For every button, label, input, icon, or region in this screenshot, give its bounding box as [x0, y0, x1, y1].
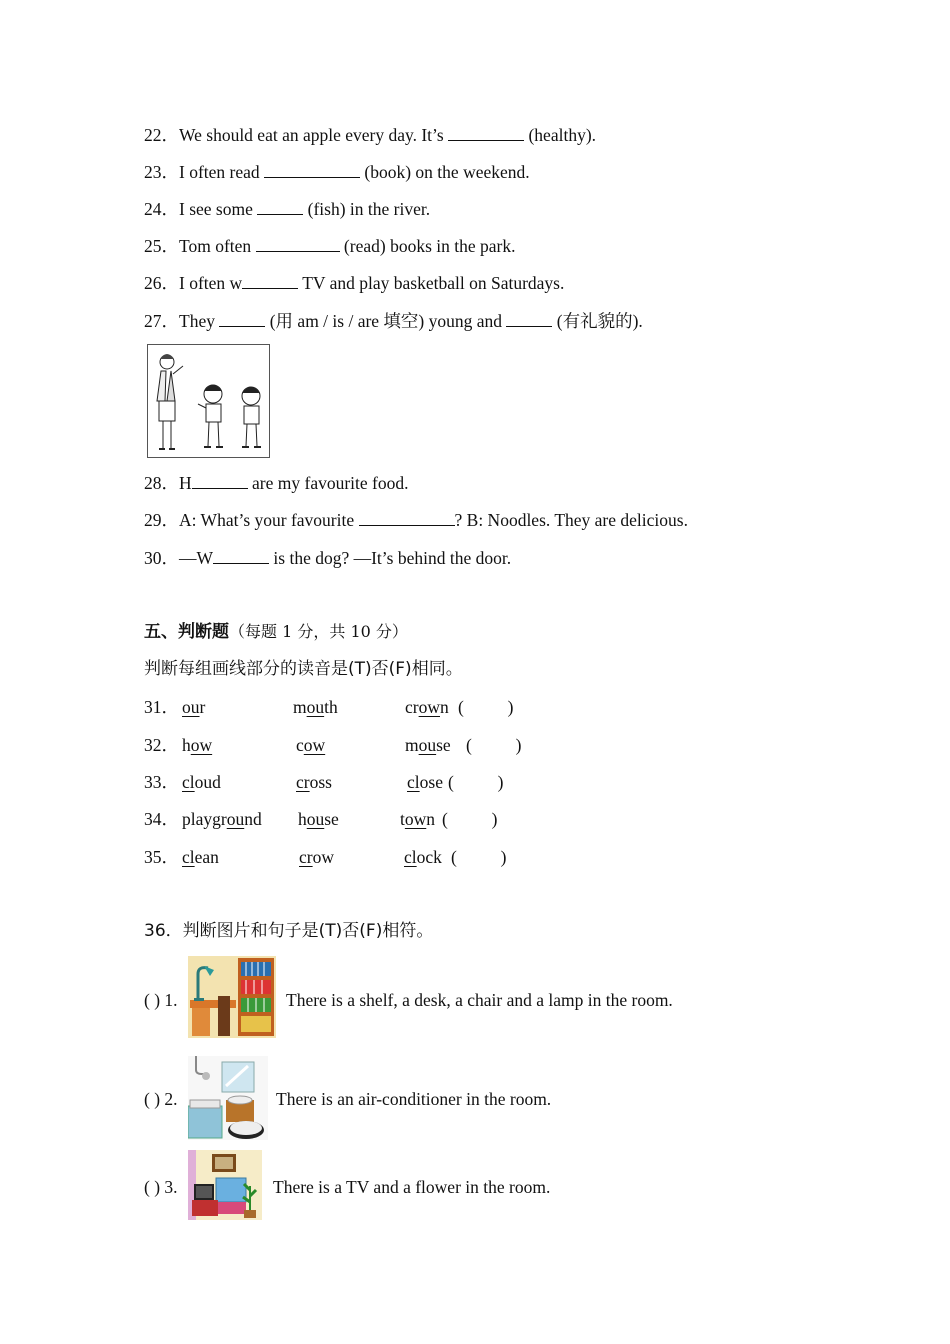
question-23: 23．I often read (book) on the weekend. — [144, 162, 530, 182]
question-27: 27．They (用 am / is / are 填空) young and (有礼貌的). — [144, 311, 643, 331]
answer-blank[interactable] — [506, 310, 552, 327]
phonics-word: cow — [296, 735, 326, 755]
question-29: 29．A: What’s your favourite ? B: Noodles. They are delicious. — [144, 510, 688, 530]
phonics-word: how — [182, 735, 213, 755]
living-room-picture — [188, 1150, 262, 1225]
phonics-word: cloud — [182, 772, 221, 792]
underlined-letters: cl — [407, 772, 420, 792]
phonics-word: crow — [299, 847, 334, 867]
answer-parentheses[interactable]: ( ) — [458, 697, 514, 717]
phonics-word: playground — [182, 809, 262, 829]
answer-blank[interactable] — [219, 310, 265, 327]
underlined-letters: cr — [299, 847, 313, 867]
phonics-word: house — [298, 809, 339, 829]
answer-parentheses[interactable]: ( ) — [466, 735, 522, 755]
section-title: 五、判断题（每题 1 分，共 10 分） — [144, 622, 408, 642]
underlined-letters: ow — [404, 809, 427, 829]
answer-blank[interactable] — [192, 472, 248, 489]
answer-parentheses[interactable]: ( ) — [448, 772, 504, 792]
answer-blank[interactable] — [242, 272, 298, 289]
section-instruction: 判断每组画线部分的读音是(T)否(F)相同。 — [144, 659, 463, 679]
phonics-word: cross — [296, 772, 332, 792]
underlined-letters: ou — [306, 697, 325, 717]
question-number: 35． — [144, 847, 179, 867]
bathroom-picture — [188, 1056, 268, 1145]
question-26: 26．I often w TV and play basketball on Saturdays. — [144, 273, 565, 293]
answer-blank[interactable] — [448, 124, 524, 141]
phonics-word: crown — [405, 697, 449, 717]
answer-blank[interactable] — [256, 235, 340, 252]
q36-item-sentence: There is an air-conditioner in the room. — [276, 1089, 552, 1109]
phonics-word: our — [182, 697, 206, 717]
study-room-picture — [188, 956, 276, 1043]
q36-item-sentence: There is a shelf, a desk, a chair and a lamp in the room. — [286, 990, 673, 1010]
underlined-letters: ow — [190, 735, 213, 755]
phonics-word: clean — [182, 847, 219, 867]
question-number: 33． — [144, 772, 179, 792]
teacher-and-students-illustration — [147, 344, 270, 463]
answer-blank[interactable] — [257, 198, 303, 215]
question-number: 32． — [144, 735, 179, 755]
underlined-letters: ow — [303, 735, 326, 755]
phonics-word: close — [407, 772, 443, 792]
question-number: 34． — [144, 809, 179, 829]
phonics-word: mouse — [405, 735, 451, 755]
underlined-letters: ou — [306, 809, 325, 829]
question-22: 22．We should eat an apple every day. It’s (healthy). — [144, 125, 597, 145]
question-30: 30．—W is the dog? —It’s behind the door. — [144, 548, 512, 568]
underlined-letters: ou — [182, 697, 200, 717]
underlined-letters: cl — [182, 847, 195, 867]
phonics-word: clock — [404, 847, 442, 867]
phonics-word: town — [400, 809, 436, 829]
question-36-title: 36．判断图片和句子是(T)否(F)相符。 — [144, 921, 434, 941]
answer-blank[interactable] — [213, 547, 269, 564]
question-number: 22． — [144, 125, 179, 145]
underlined-letters: ou — [226, 809, 245, 829]
q36-item-label[interactable]: ( ) 1. — [144, 990, 178, 1010]
underlined-letters: ou — [418, 735, 437, 755]
phonics-word: mouth — [293, 697, 338, 717]
question-number: 31． — [144, 697, 179, 717]
answer-parentheses[interactable]: ( ) — [442, 809, 498, 829]
question-24: 24．I see some (fish) in the river. — [144, 199, 431, 219]
q36-item-label[interactable]: ( ) 2. — [144, 1089, 178, 1109]
answer-blank[interactable] — [264, 161, 360, 178]
underlined-letters: cl — [182, 772, 195, 792]
underlined-letters: cr — [296, 772, 310, 792]
q36-item-sentence: There is a TV and a flower in the room. — [273, 1177, 551, 1197]
question-25: 25．Tom often (read) books in the park. — [144, 236, 516, 256]
underlined-letters: ow — [418, 697, 440, 717]
answer-blank[interactable] — [359, 509, 455, 526]
answer-parentheses[interactable]: ( ) — [451, 847, 507, 867]
underlined-letters: cl — [404, 847, 417, 867]
q36-item-label[interactable]: ( ) 3. — [144, 1177, 178, 1197]
question-28: 28．H are my favourite food. — [144, 473, 409, 493]
